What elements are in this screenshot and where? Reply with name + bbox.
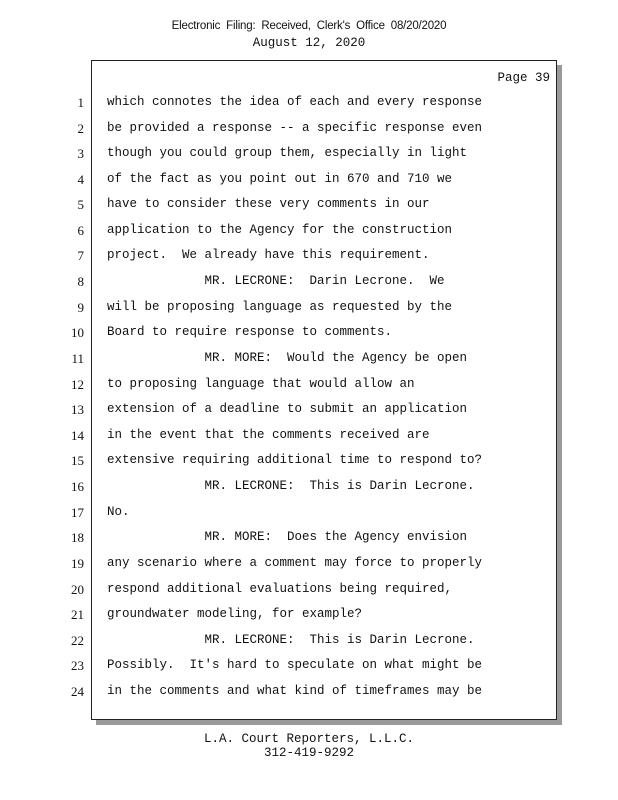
court-reporter-name: L.A. Court Reporters, L.L.C. [203,732,415,746]
page-number: Page 39 [497,71,550,85]
line-text: MR. LECRONE: This is Darin Lecrone. [107,633,475,647]
transcript-line [0,197,618,215]
transcript-line [0,530,618,548]
transcript-line [0,453,618,471]
transcript-line [0,95,618,113]
line-text: to proposing language that would allow an [107,377,415,391]
line-number: 19 [71,556,84,571]
line-number: 5 [77,197,84,212]
line-text: extensive requiring additional time to respond to? [107,453,483,467]
transcript-line [0,607,618,625]
line-text: which connotes the idea of each and every response [107,95,483,109]
line-number: 20 [71,582,84,597]
line-number: 11 [71,351,84,366]
transcript-line [0,300,618,318]
line-number: 17 [71,505,84,520]
line-text: MR. MORE: Would the Agency be open [107,351,468,365]
transcript-line [0,223,618,241]
transcript-line [0,658,618,676]
line-text: in the event that the comments received are [107,428,430,442]
line-text: MR. LECRONE: Darin Lecrone. We [107,274,445,288]
line-number: 21 [71,607,84,622]
line-number: 23 [71,658,84,673]
line-number: 6 [77,223,84,238]
line-number: 18 [71,530,84,545]
electronic-filing-stamp: Electronic Filing: Received, Clerk's Office 08/20/2020 [171,20,447,32]
line-text: Board to require response to comments. [107,325,393,339]
line-text: of the fact as you point out in 670 and 710 we [107,172,453,186]
line-text: have to consider these very comments in our [107,197,430,211]
line-text: will be proposing language as requested by the [107,300,453,314]
line-number: 16 [71,479,84,494]
line-number: 24 [71,684,84,699]
line-text: groundwater modeling, for example? [107,607,363,621]
transcript-line [0,172,618,190]
line-number: 7 [77,248,84,263]
transcript-line [0,248,618,266]
transcript-line [0,633,618,651]
line-number: 2 [77,121,84,136]
line-text: MR. MORE: Does the Agency envision [107,530,468,544]
line-number: 8 [77,274,84,289]
transcript-line [0,377,618,395]
line-text: application to the Agency for the construction [107,223,453,237]
transcript-line [0,351,618,369]
line-number: 3 [77,146,84,161]
transcript-line [0,505,618,523]
line-text: No. [107,505,130,519]
hearing-date: August 12, 2020 [252,36,366,50]
line-text: respond additional evaluations being required, [107,582,453,596]
transcript-line [0,479,618,497]
line-number: 15 [71,453,84,468]
line-number: 10 [71,325,84,340]
line-number: 9 [77,300,84,315]
line-number: 22 [71,633,84,648]
line-text: any scenario where a comment may force to properly [107,556,483,570]
line-number: 13 [71,402,84,417]
line-number: 14 [71,428,84,443]
line-text: be provided a response -- a specific response even [107,121,483,135]
transcript-line [0,582,618,600]
transcript-line [0,402,618,420]
line-text: extension of a deadline to submit an application [107,402,468,416]
line-text: Possibly. It's hard to speculate on what might be [107,658,483,672]
transcript-line [0,684,618,702]
line-text: project. We already have this requirement. [107,248,430,262]
line-number: 4 [77,172,84,187]
transcript-line [0,428,618,446]
transcript-line [0,146,618,164]
line-text: though you could group them, especially in light [107,146,468,160]
line-text: in the comments and what kind of timeframes may be [107,684,483,698]
transcript-line [0,274,618,292]
transcript-line [0,556,618,574]
line-number: 1 [77,95,84,110]
transcript-line [0,325,618,343]
court-reporter-phone: 312-419-9292 [263,746,354,760]
line-text: MR. LECRONE: This is Darin Lecrone. [107,479,475,493]
reporter-footer [0,732,618,760]
line-number: 12 [71,377,84,392]
transcript-line [0,121,618,139]
